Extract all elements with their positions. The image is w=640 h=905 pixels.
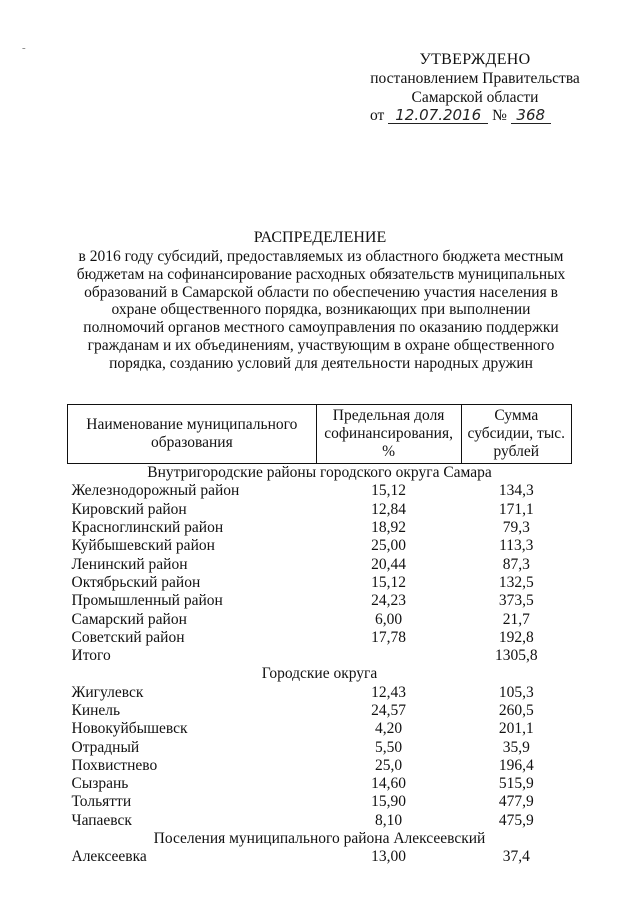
municipality-cell: Куйбышевский район	[71, 537, 215, 555]
section-title: Поселения муниципального района Алексеевский	[153, 830, 486, 848]
sum-cell: 132,5	[498, 573, 534, 591]
sum-cell: 21,7	[502, 610, 530, 628]
share-cell: 17,78	[371, 628, 407, 646]
section-header-row	[68, 830, 572, 848]
sum-cell: 196,4	[498, 756, 534, 774]
sum-cell: 477,9	[498, 793, 534, 811]
table-row	[68, 775, 572, 793]
table-row	[68, 684, 572, 702]
table-row	[68, 555, 572, 573]
table-row	[68, 501, 572, 519]
table-row	[68, 702, 572, 720]
municipality-cell: Красноглинский район	[71, 519, 224, 537]
table-row	[68, 519, 572, 537]
approval-date-line	[370, 107, 600, 125]
municipality-cell: Кировский район	[71, 500, 187, 518]
distribution-table	[67, 404, 572, 867]
sum-cell: 192,8	[498, 628, 534, 646]
municipality-cell: Ленинский район	[71, 555, 188, 573]
municipality-cell: Тольятти	[71, 793, 132, 811]
corner-mark: -	[22, 42, 26, 54]
document-description: в 2016 году субсидий, предоставляемых из областного бюджета местным бюджетам на софинансирование расходных обязательств муниципальных образований в Самарской области по обеспечению участия населения в охране общественного порядка, возникающих при выполнении полномочий органов местного самоуправления по оказанию поддержки гражданам и их объединениям, участвующим в охране общественного порядка, созданию условий для деятельности народных дружин	[76, 248, 566, 372]
municipality-cell: Промышленный район	[71, 592, 223, 610]
table-row	[68, 738, 572, 756]
table-row	[68, 848, 572, 866]
sum-cell: 87,3	[502, 555, 530, 573]
approval-title: УТВЕРЖДЕНО	[419, 51, 531, 68]
share-cell	[316, 647, 461, 665]
table-row	[68, 482, 572, 500]
municipality-cell: Советский район	[71, 628, 185, 646]
sum-cell: 260,5	[498, 702, 534, 719]
section-header-row	[68, 665, 572, 683]
share-cell: 18,92	[371, 519, 407, 537]
handwritten-number: 368	[511, 108, 551, 124]
header-share: Предельная доля софинансирования, %	[316, 405, 461, 464]
municipality-cell: Итого	[71, 647, 111, 665]
table-row	[68, 610, 572, 628]
municipality-cell: Железнодорожный район	[71, 482, 240, 500]
table-row	[68, 793, 572, 811]
share-cell: 24,57	[371, 702, 407, 719]
municipality-cell: Алексеевка	[71, 848, 147, 866]
share-cell: 15,12	[371, 482, 407, 500]
table-row	[68, 592, 572, 610]
sum-cell: 79,3	[502, 519, 530, 537]
sum-cell: 1305,8	[494, 647, 538, 665]
table-body	[68, 464, 572, 867]
sum-cell: 171,1	[498, 500, 534, 518]
share-cell: 8,10	[375, 811, 403, 829]
sum-cell: 515,9	[498, 775, 534, 793]
handwritten-date: 12.07.2016	[388, 108, 488, 124]
municipality-cell: Сызрань	[71, 775, 129, 793]
sum-cell: 37,4	[502, 848, 530, 866]
table-row	[68, 647, 572, 665]
section-title: Городские округа	[261, 665, 378, 683]
share-cell: 6,00	[375, 610, 403, 628]
share-cell: 25,00	[371, 537, 407, 555]
header-municipality: Наименование муниципального образования	[68, 405, 317, 464]
share-cell: 4,20	[375, 720, 403, 738]
table-row	[68, 720, 572, 738]
table-row	[68, 629, 572, 647]
municipality-cell: Самарский район	[71, 610, 187, 628]
approval-stamp	[360, 50, 590, 107]
municipality-cell: Чапаевск	[71, 811, 132, 829]
municipality-cell: Октябрьский район	[71, 573, 201, 591]
table-row	[68, 757, 572, 775]
share-cell: 20,44	[371, 555, 407, 573]
municipality-cell: Отрадный	[71, 738, 140, 756]
sum-cell: 113,3	[499, 537, 534, 555]
municipality-cell: Похвистнево	[71, 756, 158, 774]
sum-cell: 201,1	[498, 720, 534, 738]
municipality-cell: Жигулевск	[71, 683, 144, 701]
share-cell: 12,84	[371, 500, 407, 518]
approval-line-2: Самарской области	[411, 89, 539, 106]
from-label: от	[370, 107, 385, 124]
share-cell: 15,90	[371, 793, 407, 811]
sum-cell: 373,5	[498, 592, 534, 610]
municipality-cell: Кинель	[71, 702, 121, 719]
sum-cell: 134,3	[498, 482, 534, 500]
document-title: РАСПРЕДЕЛЕНИЕ	[253, 229, 387, 246]
header-sum: Сумма субсидии, тыс. рублей	[461, 405, 571, 464]
share-cell: 14,60	[371, 775, 407, 793]
table-row	[68, 537, 572, 555]
share-cell: 5,50	[375, 738, 403, 756]
table-header-row	[68, 405, 572, 464]
table-row	[68, 574, 572, 592]
share-cell: 15,12	[371, 573, 407, 591]
table-row	[68, 812, 572, 830]
municipality-cell: Новокуйбышевск	[71, 720, 188, 738]
sum-cell: 35,9	[502, 738, 530, 756]
sum-cell: 105,3	[498, 683, 534, 701]
share-cell: 24,23	[371, 592, 407, 610]
number-label: №	[492, 107, 507, 124]
section-title: Внутригородские районы городского округа Самара	[147, 464, 492, 482]
share-cell: 13,00	[371, 848, 407, 866]
share-cell: 25,0	[375, 756, 403, 774]
approval-line-1: постановлением Правительства	[370, 70, 580, 87]
sum-cell: 475,9	[498, 811, 534, 829]
section-header-row	[68, 464, 572, 483]
share-cell: 12,43	[371, 683, 407, 701]
